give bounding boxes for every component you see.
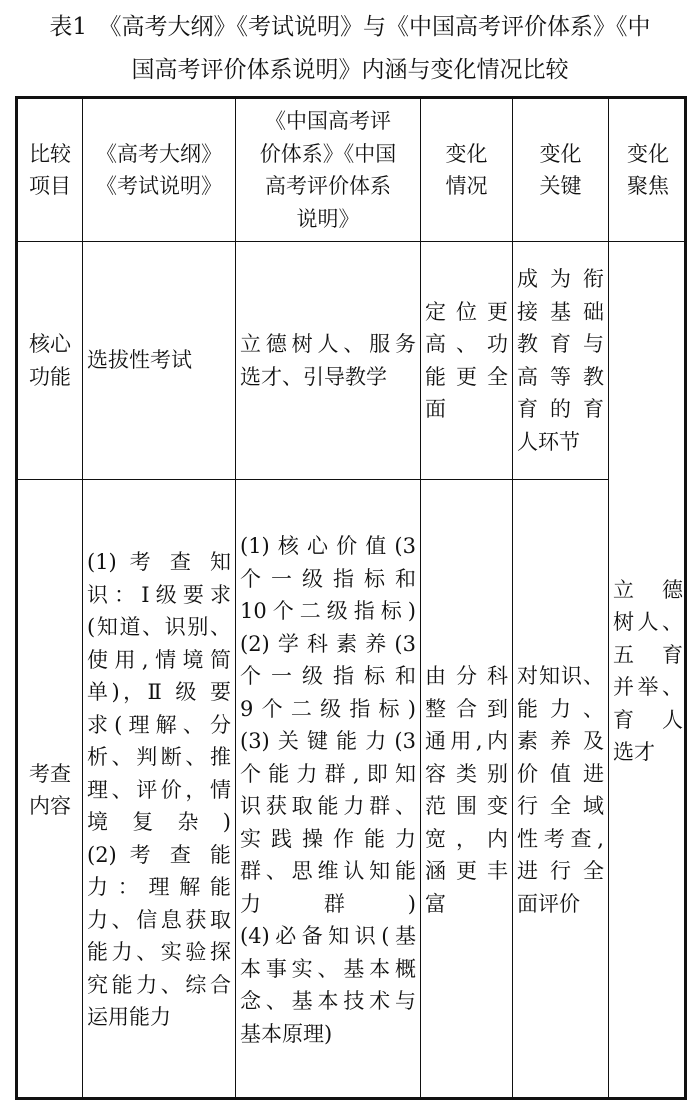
cell-line: 念、基本技术与 [240, 989, 416, 1013]
cell-line: 力群) [240, 891, 416, 916]
cell-line: 《高考大纲》 [96, 141, 222, 166]
cell-line: 本事实、基本概 [240, 956, 416, 981]
cell-line: 教育与 [517, 332, 604, 356]
cell-line: 育人 [613, 707, 683, 732]
table-caption-line-1: 表1 《高考大纲》《考试说明》与《中国高考评价体系》《中 [49, 14, 651, 40]
cell-item [18, 242, 83, 480]
cell-line: 功能 [29, 364, 71, 389]
cell-line: 聚焦 [627, 174, 669, 198]
cell-old-docs [83, 480, 236, 1100]
cell-line: 《中国高考评 [265, 109, 391, 133]
cell-line: 涵更丰 [425, 859, 508, 883]
cell-change-status [421, 480, 513, 1100]
cell-line: 高考评价体系 [265, 174, 391, 198]
cell-line: 关键 [539, 174, 582, 198]
cell-line: 项目 [29, 174, 71, 198]
cell-change-key [513, 480, 609, 1100]
cell-change-status [421, 242, 513, 480]
cell-line: 选才、引导教学 [240, 364, 387, 389]
cell-line: 对知识、 [517, 664, 604, 688]
cell-line: (4)必备知识(基 [240, 924, 416, 948]
cell-line: 价值进 [517, 761, 604, 786]
cell-line: 比较 [29, 141, 71, 166]
cell-line: 树人、 [613, 610, 683, 634]
cell-line: 9个二级指标) [240, 696, 416, 721]
cell-line: 求(理解、分 [87, 712, 231, 737]
cell-line: 能力、实验探 [87, 940, 231, 965]
cell-line: 力：理解能 [87, 875, 231, 900]
cell-old-docs [83, 242, 236, 480]
cell-line: 定位更 [425, 299, 508, 324]
cell-line: 选才 [613, 740, 655, 764]
cell-line: (2) 考 查 能 [87, 842, 231, 867]
cell-line: 由分科 [425, 664, 508, 688]
cell-line: 变化 [445, 141, 488, 166]
cell-line: 力、信息获取 [87, 907, 231, 932]
cell-line: 核心 [29, 332, 71, 356]
cell-line: 接基础 [517, 299, 604, 324]
header-new-docs [236, 99, 421, 242]
cell-line: 育的育 [517, 397, 604, 421]
cell-line: (2)学科素养(3 [240, 631, 416, 656]
cell-line: 选拔性考试 [87, 348, 192, 373]
cell-line: 个能力群,即知 [240, 761, 416, 786]
cell-line: 境复杂) [87, 810, 231, 835]
cell-line: 说明》 [296, 206, 360, 231]
cell-line: 能更全 [425, 364, 508, 389]
header-old-docs [83, 99, 236, 242]
cell-line: 10个二级指标) [240, 599, 416, 623]
cell-line: 并举、 [613, 675, 683, 699]
cell-new-docs [236, 242, 421, 480]
cell-line: 变化 [627, 141, 669, 166]
cell-line: 内容 [29, 794, 71, 818]
cell-line: 群、思维认知能 [240, 859, 416, 883]
cell-line: 价体系》《中国 [259, 141, 397, 166]
cell-line: 宽，内 [425, 826, 508, 851]
cell-line: 个一级指标和 [240, 664, 416, 688]
cell-line: 五育 [613, 642, 683, 667]
cell-line: 能力、 [517, 696, 604, 721]
cell-line: 析、判断、推 [87, 745, 231, 770]
cell-line: 究能力、综合 [87, 972, 231, 997]
cell-line: 素养及 [517, 729, 604, 753]
cell-line: 个一级指标和 [240, 566, 416, 591]
cell-line: 立德树人、服务 [240, 332, 416, 356]
cell-change-focus-merged [609, 242, 687, 1100]
cell-line: 基本原理) [240, 1021, 333, 1046]
cell-line: 面 [425, 397, 446, 421]
cell-line: 成为衔 [517, 267, 604, 291]
cell-line: (1)核心价值(3 [240, 534, 416, 558]
header-change-key [513, 99, 609, 242]
header-compare-item [18, 99, 83, 242]
cell-line: 面评价 [517, 891, 580, 916]
cell-line: 立德 [613, 577, 683, 602]
cell-line: 进行全 [517, 859, 604, 883]
cell-line: (1) 考 查 知 [87, 550, 231, 575]
cell-line: 行全域 [517, 794, 604, 818]
cell-line: (3)关键能力(3 [240, 729, 416, 753]
cell-line: 性考查, [517, 826, 604, 851]
cell-line: 使用,情境简 [87, 647, 231, 672]
cell-line: 《考试说明》 [96, 174, 222, 198]
header-change-status [421, 99, 513, 242]
cell-line: 人环节 [517, 429, 580, 454]
cell-line: 理、评价，情 [87, 777, 231, 802]
cell-item [18, 480, 83, 1100]
cell-line: 高等教 [517, 364, 604, 389]
cell-line: 运用能力 [87, 1005, 171, 1030]
cell-new-docs [236, 480, 421, 1100]
cell-line: (知道、识别、 [87, 615, 231, 640]
cell-line: 通用,内 [425, 729, 508, 753]
cell-change-key [513, 242, 609, 480]
cell-line: 考查 [29, 761, 71, 786]
cell-line: 变化 [539, 141, 582, 166]
table-caption-line-2: 国高考评价体系说明》内涵与变化情况比较 [131, 57, 569, 83]
cell-line: 容类别 [425, 761, 508, 786]
cell-line: 高、功 [425, 332, 508, 356]
cell-line: 识获取能力群、 [240, 794, 416, 818]
header-change-focus [609, 99, 687, 242]
cell-line: 整合到 [425, 696, 508, 721]
cell-line: 单)，Ⅱ 级 要 [87, 680, 231, 705]
comparison-table [15, 96, 687, 1100]
cell-line: 实践操作能力 [240, 826, 416, 851]
cell-line: 范围变 [425, 794, 508, 818]
cell-line: 情况 [445, 174, 488, 198]
cell-line: 富 [425, 891, 446, 916]
cell-line: 识：Ⅰ级要求 [87, 582, 231, 607]
